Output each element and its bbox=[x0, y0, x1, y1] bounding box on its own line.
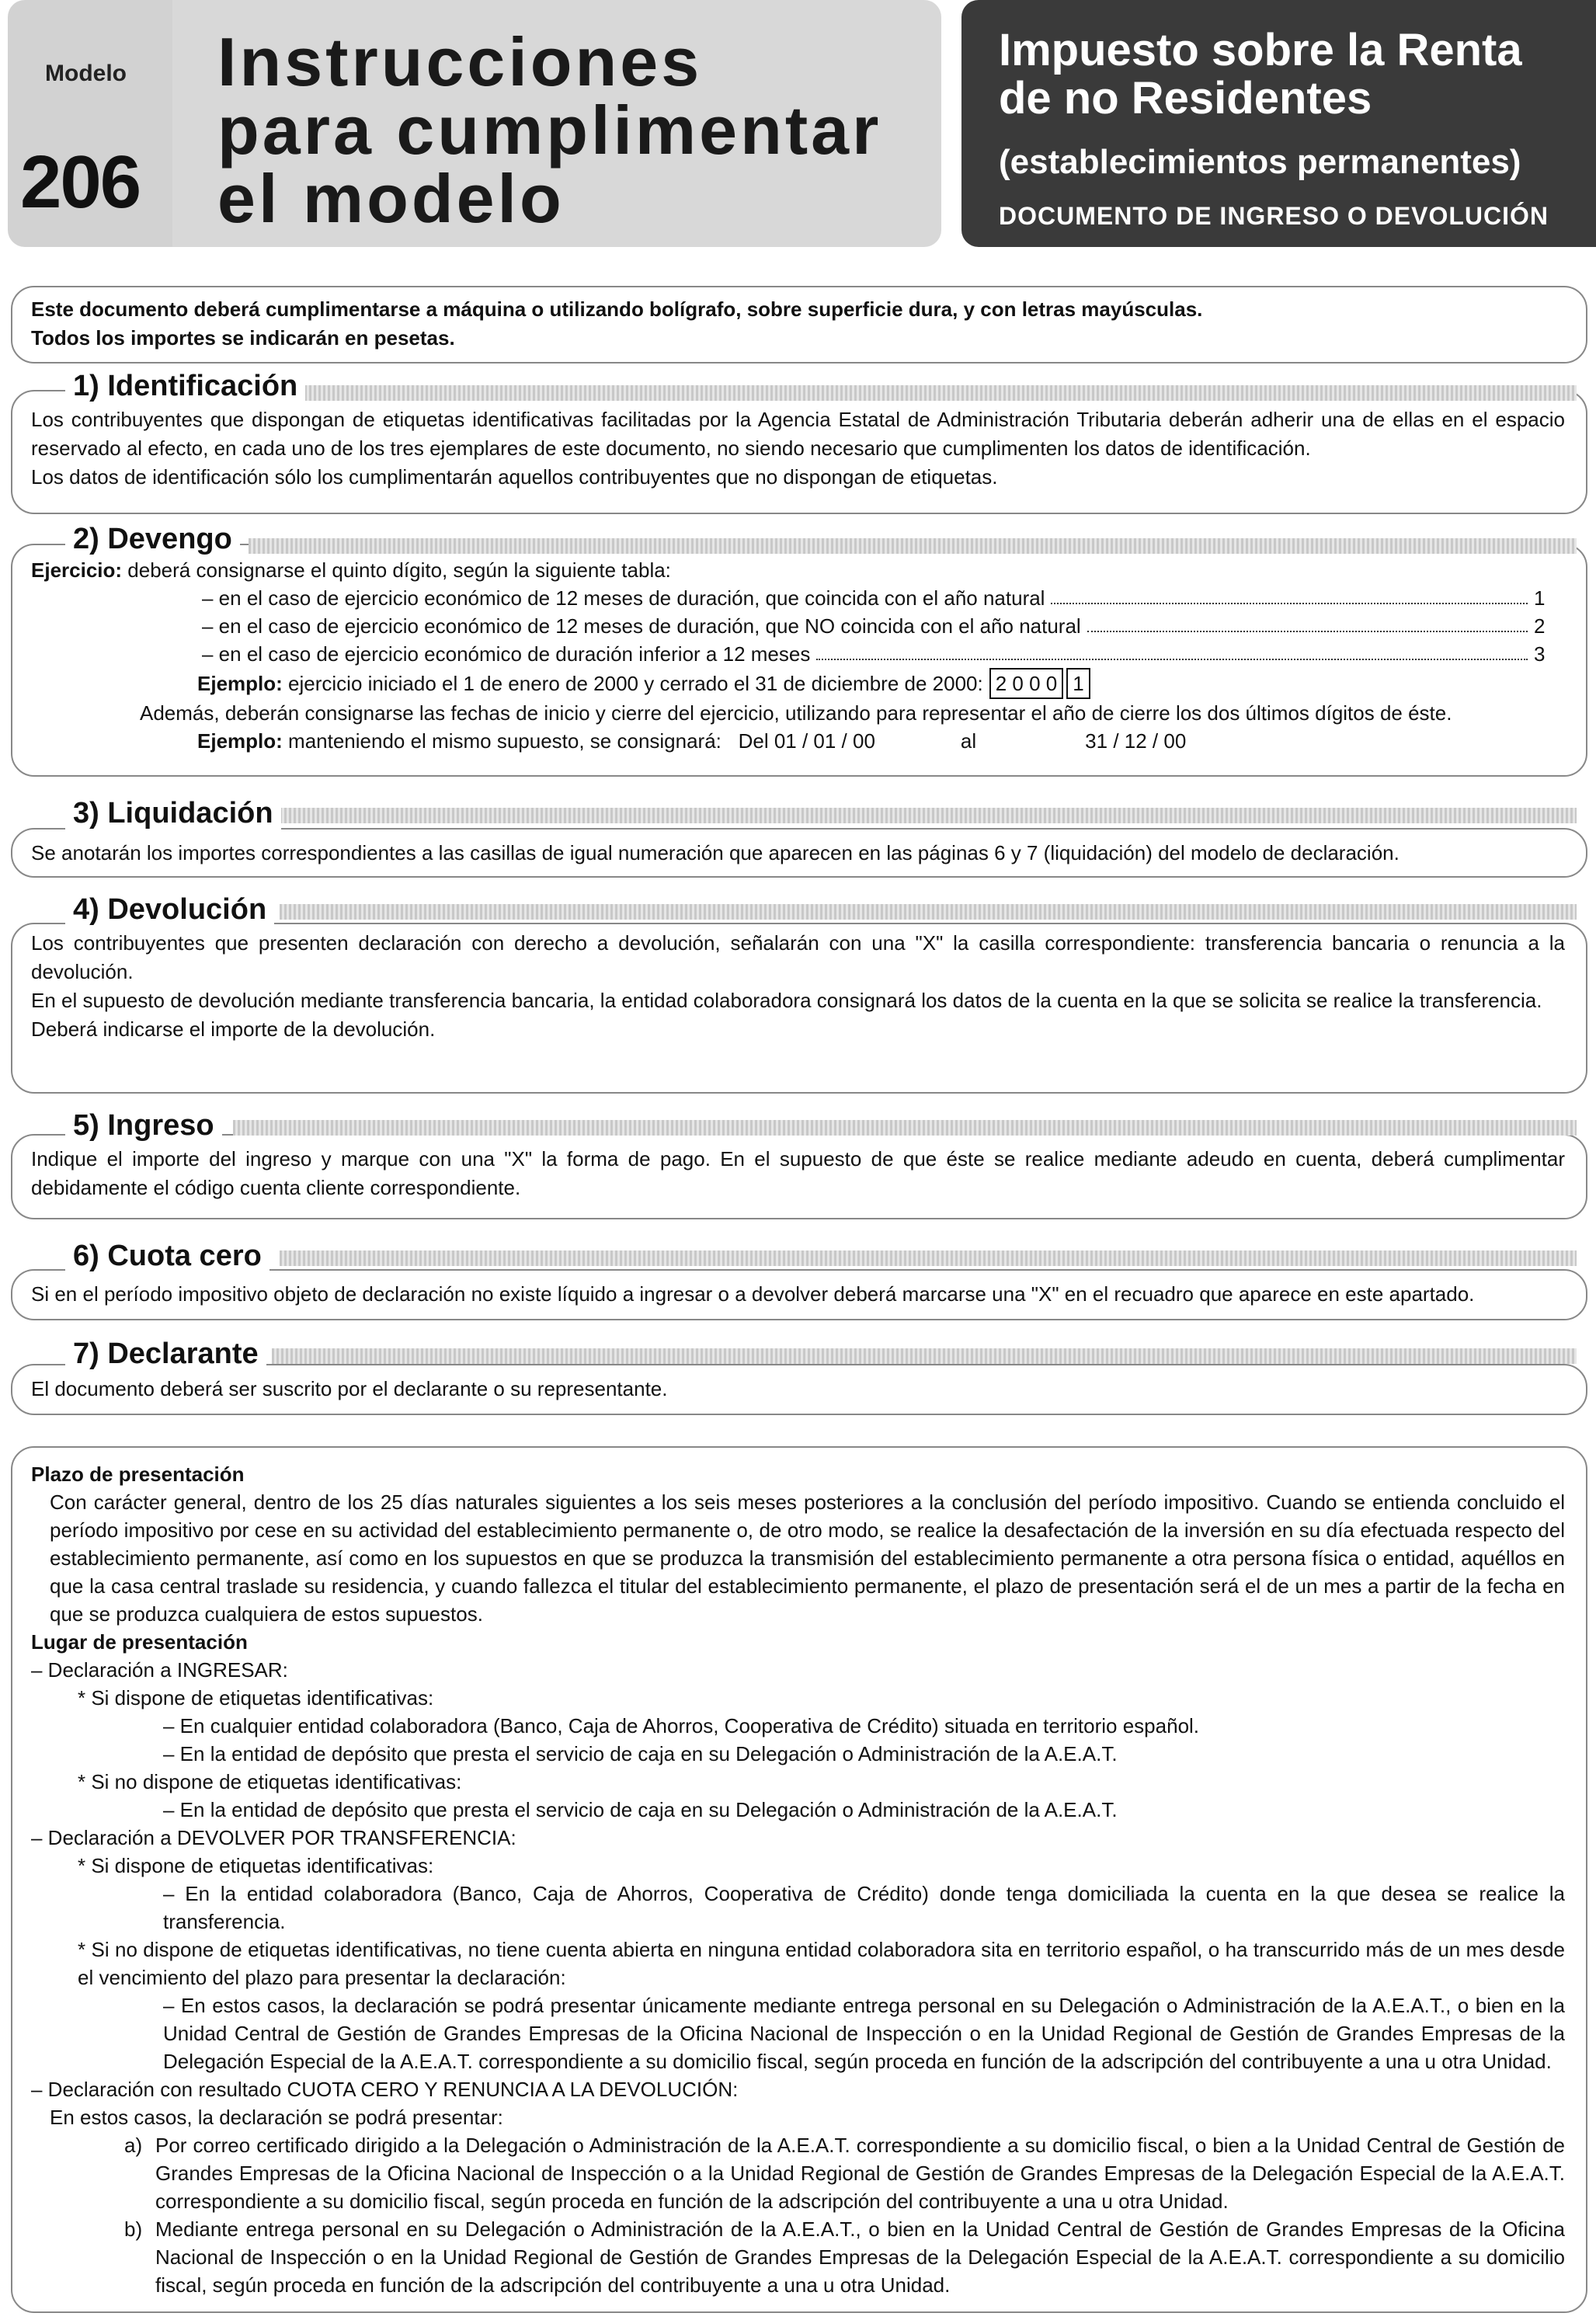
section-text-liquidacion bbox=[31, 839, 1565, 868]
option-text: – en el caso de ejercicio económico de 12 meses de duración, que coincida con el año natural bbox=[202, 586, 1045, 610]
section-divider bbox=[295, 385, 1577, 401]
section-title-devolucion: 4) Devolución bbox=[65, 893, 274, 927]
intro-line-2: Todos los importes se indicarán en pesetas. bbox=[31, 326, 455, 350]
tax-title-line-2: de no Residentes bbox=[999, 73, 1372, 123]
intro-text bbox=[31, 295, 1565, 353]
section-text-cuota-cero bbox=[31, 1280, 1565, 1309]
section-text-declarante bbox=[31, 1375, 1565, 1403]
section-divider bbox=[280, 904, 1577, 920]
lugar-cuota-cero: – Declaración con resultado CUOTA CERO Y RENUNCIA A LA DEVOLUCIÓN: bbox=[31, 2078, 739, 2101]
ejercicio-text: deberá consignarse el quinto dígito, según la siguiente tabla: bbox=[127, 558, 671, 582]
lugar-cuota-cero-intro: En estos casos, la declaración se podrá presentar: bbox=[50, 2106, 503, 2129]
tax-title bbox=[999, 26, 1522, 123]
option-value: 3 bbox=[1534, 642, 1546, 666]
section-text-devengo bbox=[31, 556, 1565, 755]
section-title-devengo: 2) Devengo bbox=[65, 523, 240, 556]
devolucion-paragraph-3: Deberá indicarse el importe de la devolución. bbox=[31, 1017, 436, 1041]
ademas-text: Además, deberán consignarse las fechas de inicio y cierre del ejercicio, utilizando para representar el año de cierre los dos últimos dígitos de éste. bbox=[140, 701, 1452, 725]
ejercicio-option-1 bbox=[31, 584, 1565, 612]
tax-title-line-1: Impuesto sobre la Renta bbox=[999, 25, 1522, 75]
leader-dots bbox=[1087, 612, 1528, 632]
lugar-cuota-cero-b bbox=[31, 2215, 1565, 2299]
lugar-devolver-opcion: – En la entidad colaboradora (Banco, Caja de Ahorros, Cooperativa de Crédito) donde tenga domiciliada la cuenta en la que desea se realice la transferencia. bbox=[163, 1882, 1565, 1933]
section-divider bbox=[280, 1250, 1577, 1266]
modelo-label: Modelo bbox=[45, 61, 127, 86]
plazo-title: Plazo de presentación bbox=[31, 1463, 245, 1486]
section-divider bbox=[249, 538, 1577, 554]
ejercicio-label: Ejercicio: bbox=[31, 558, 123, 582]
document-type: DOCUMENTO DE INGRESO O DEVOLUCIÓN bbox=[999, 202, 1549, 230]
lugar-devolver-sin-opcion: – En estos casos, la declaración se podrá presentar únicamente mediante entrega personal en su Delegación o Administración de la A.E.A.T., o bien en la Unidad Central de Gestión de Grandes Empresas de la Oficina Nacional de Inspección o en la Unidad Regional de Gestión de Grandes Empresas de la Delegación Especial de la A.E.A.T. correspondiente a su domicilio fiscal, según proceda en función de la adscripción del contribuyente a una u otra Unidad. bbox=[163, 1994, 1565, 2073]
lugar-ingresar-opcion-2: – En la entidad de depósito que presta el servicio de caja en su Delegación o Administración de la A.E.A.T. bbox=[163, 1742, 1118, 1765]
identificacion-paragraph-1: Los contribuyentes que dispongan de etiquetas identificativas facilitadas por la Agencia Estatal de Administración Tributaria deberán adherir una de ellas en el espacio reservado al efecto, en cada uno de los tres ejemplares de este documento, no siendo necesario que cumplimenten los datos de identificación. bbox=[31, 408, 1565, 460]
lugar-devolver-sin-etiquetas: * Si no dispone de etiquetas identificativas, no tiene cuenta abierta en ninguna entidad colaboradora sita en territorio español, o ha transcurrido más de un mes desde el vencimiento del plazo para presentar la declaración: bbox=[78, 1938, 1565, 1989]
title-line-3: el modelo bbox=[217, 160, 565, 237]
lugar-devolver-con-etiquetas: * Si dispone de etiquetas identificativas: bbox=[78, 1854, 434, 1877]
section-title-identificacion: 1) Identificación bbox=[65, 370, 305, 403]
title-line-2: para cumplimentar bbox=[217, 92, 882, 169]
lugar-ingresar-opcion-1: – En cualquier entidad colaboradora (Banco, Caja de Ahorros, Cooperativa de Crédito) situada en territorio español. bbox=[163, 1714, 1200, 1737]
ejemplo-1 bbox=[31, 668, 1565, 699]
section-text-devolucion bbox=[31, 929, 1565, 1044]
ejemplo-text: manteniendo el mismo supuesto, se consignará: bbox=[288, 729, 722, 753]
presentacion-text bbox=[31, 1460, 1565, 2299]
fecha-cierre: 31 / 12 / 00 bbox=[1085, 729, 1187, 753]
lugar-cuota-cero-a bbox=[31, 2131, 1565, 2215]
option-text: – en el caso de ejercicio económico de duración inferior a 12 meses bbox=[202, 642, 811, 666]
lugar-title: Lugar de presentación bbox=[31, 1630, 248, 1654]
year-digits-box: 2 0 0 0 bbox=[989, 668, 1064, 699]
lugar-ingresar-con-etiquetas: * Si dispone de etiquetas identificativas: bbox=[78, 1686, 434, 1710]
fecha-inicio: Del 01 / 01 / 00 bbox=[738, 729, 875, 753]
item-text: Mediante entrega personal en su Delegación o Administración de la A.E.A.T., o bien en la Unidad Central de Gestión de Grandes Empresas de la Oficina Nacional de Inspección o en la Unidad Regional de Gestión de Grandes Empresas de la Delegación Especial de la A.E.A.T. correspondiente a su domicilio fiscal, según proceda en función de la adscripción del contribuyente a una u otra Unidad. bbox=[155, 2217, 1565, 2297]
ejercicio-option-3 bbox=[31, 640, 1565, 668]
fifth-digit-box: 1 bbox=[1066, 668, 1090, 699]
section-title-ingreso: 5) Ingreso bbox=[65, 1109, 222, 1143]
declarante-paragraph: El documento deberá ser suscrito por el declarante o su representante. bbox=[31, 1377, 668, 1400]
identificacion-paragraph-2: Los datos de identificación sólo los cumplimentarán aquellos contribuyentes que no dispongan de etiquetas. bbox=[31, 465, 998, 489]
section-title-declarante: 7) Declarante bbox=[65, 1337, 266, 1371]
lugar-ingresar-sin-etiquetas: * Si no dispone de etiquetas identificativas: bbox=[78, 1770, 462, 1793]
option-value: 2 bbox=[1534, 614, 1546, 638]
devolucion-paragraph-2: En el supuesto de devolución mediante transferencia bancaria, la entidad colaboradora consignará los datos de la cuenta en la que se solicita se realice la transferencia. bbox=[31, 989, 1542, 1012]
section-divider bbox=[233, 1120, 1577, 1136]
ejemplo-2 bbox=[31, 727, 1565, 755]
cuota-cero-paragraph: Si en el período impositivo objeto de declaración no existe líquido a ingresar o a devolver deberá marcarse una "X" en el recuadro que aparece en este apartado. bbox=[31, 1282, 1475, 1306]
tax-title-panel bbox=[961, 0, 1596, 247]
ejemplo-label: Ejemplo: bbox=[197, 672, 283, 695]
item-marker: a) bbox=[124, 2134, 143, 2157]
ingreso-paragraph: Indique el importe del ingreso y marque con una "X" la forma de pago. En el supuesto de que éste se realice mediante adeudo en cuenta, deberá cumplimentar debidamente el código cuenta cliente correspondiente. bbox=[31, 1147, 1565, 1199]
intro-line-1: Este documento deberá cumplimentarse a máquina o utilizando bolígrafo, sobre superficie dura, y con letras mayúsculas. bbox=[31, 297, 1203, 321]
item-marker: b) bbox=[124, 2217, 143, 2241]
lugar-devolver: – Declaración a DEVOLVER POR TRANSFERENCIA: bbox=[31, 1826, 516, 1849]
ejemplo-label: Ejemplo: bbox=[197, 729, 283, 753]
al-label: al bbox=[960, 729, 977, 753]
item-text: Por correo certificado dirigido a la Delegación o Administración de la A.E.A.T. correspondiente a su domicilio fiscal, o bien a la Unidad Central de Gestión de Grandes Empresas de la Oficina Nacional de Inspección o a la Unidad Regional de Gestión de Grandes Empresas de la Delegación Especial de la A.E.A.T. correspondiente a su domicilio fiscal, según proceda en función de la adscripción del contribuyente a una u otra Unidad. bbox=[155, 2134, 1565, 2213]
section-text-identificacion bbox=[31, 405, 1565, 492]
plazo-text: Con carácter general, dentro de los 25 días naturales siguientes a los seis meses posteriores a la conclusión del período impositivo. Cuando se entienda concluido el período impositivo por cese en su actividad del establecimiento permanente o, de otro modo, se realice la desafectación de la inversión en su día efectuada respecto del establecimiento permanente, así como en los supuestos en que se produzca la transmisión del establecimiento permanente a otra persona física o entidad, aquéllos en que la casa central traslade su residencia, y cuando fallezca el titular del establecimiento permanente, el plazo de presentación será el de un mes a partir de la fecha en que se produzca cualquiera de estos supuestos. bbox=[50, 1490, 1565, 1626]
liquidacion-paragraph: Se anotarán los importes correspondientes a las casillas de igual numeración que aparecen en las páginas 6 y 7 (liquidación) del modelo de declaración. bbox=[31, 841, 1400, 864]
title-line-1: Instrucciones bbox=[217, 23, 703, 100]
section-title-cuota-cero: 6) Cuota cero bbox=[65, 1240, 269, 1273]
option-text: – en el caso de ejercicio económico de 12 meses de duración, que NO coincida con el año natural bbox=[202, 614, 1081, 638]
section-divider bbox=[272, 1348, 1577, 1364]
devolucion-paragraph-1: Los contribuyentes que presenten declaración con derecho a devolución, señalarán con una "X" la casilla correspondiente: transferencia bancaria o renuncia a la devolución. bbox=[31, 931, 1565, 983]
ejercicio-option-2 bbox=[31, 612, 1565, 640]
section-text-ingreso bbox=[31, 1145, 1565, 1202]
option-value: 1 bbox=[1534, 586, 1546, 610]
ejemplo-text: ejercicio iniciado el 1 de enero de 2000 y cerrado el 31 de diciembre de 2000: bbox=[288, 672, 983, 695]
modelo-number: 206 bbox=[20, 141, 141, 224]
lugar-ingresar: – Declaración a INGRESAR: bbox=[31, 1658, 288, 1682]
section-divider bbox=[280, 808, 1577, 823]
tax-subtitle: (establecimientos permanentes) bbox=[999, 143, 1521, 181]
leader-dots bbox=[1051, 584, 1528, 604]
section-title-liquidacion: 3) Liquidación bbox=[65, 797, 281, 830]
lugar-ingresar-sin-opcion: – En la entidad de depósito que presta el servicio de caja en su Delegación o Administración de la A.E.A.T. bbox=[163, 1798, 1118, 1821]
leader-dots bbox=[816, 640, 1528, 660]
page-title bbox=[217, 23, 882, 237]
